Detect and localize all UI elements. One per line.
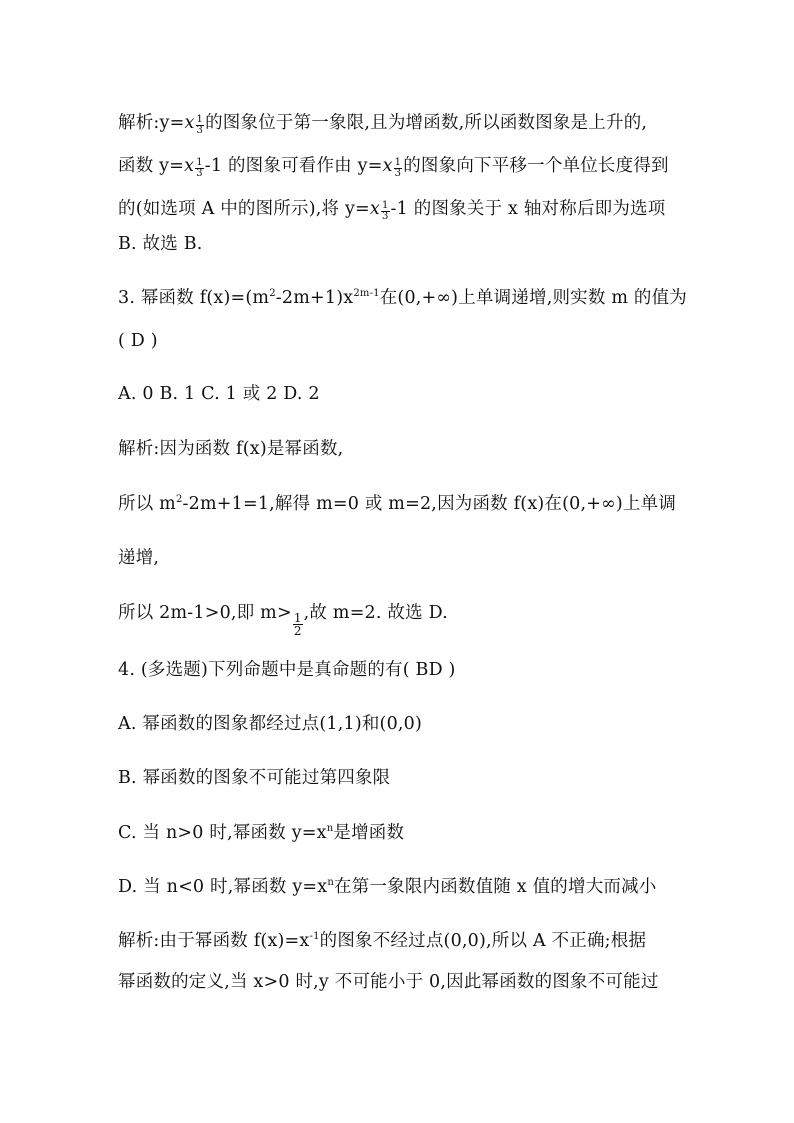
text: 解析:因为函数 f(x)是幂函数, [118, 439, 344, 459]
exponent-fraction [196, 115, 205, 136]
q3-analysis-4 [118, 601, 448, 637]
text: 的(如选项 A 中的图所示),将 y= [118, 199, 370, 219]
fraction-one-half [293, 612, 303, 637]
q4-option-c [118, 821, 404, 845]
frac-den: 3 [381, 211, 389, 222]
frac-den: 3 [196, 168, 203, 179]
q4-stem [118, 658, 456, 682]
superscript: 2 [175, 494, 183, 505]
analysis-line-3 [118, 197, 665, 222]
q3-options [118, 382, 320, 406]
text: 4. (多选题)下列命题中是真命题的有( BD ) [118, 660, 456, 680]
options-text: A. 0 B. 1 C. 1 或 2 D. 2 [118, 384, 320, 404]
analysis-line-1 [118, 111, 647, 136]
frac-num: 1 [293, 611, 302, 625]
analysis-line-4 [118, 232, 203, 256]
superscript: n [326, 823, 334, 834]
text: A. 幂函数的图象都经过点(1,1)和(0,0) [118, 714, 423, 734]
text: -2m+1=1,解得 m=0 或 m=2,因为函数 f(x)在(0,+∞)上单调 [182, 494, 677, 514]
text: 解析:y= [118, 113, 185, 133]
text: 函数 y= [118, 156, 185, 176]
frac-num: 1 [196, 114, 204, 125]
superscript: -1 [309, 931, 320, 942]
q4-option-b [118, 766, 390, 790]
text: 解析:由于幂函数 f(x)=x [118, 931, 310, 951]
frac-num: 1 [196, 157, 203, 168]
q3-analysis-3 [118, 546, 159, 570]
text: B. 幂函数的图象不可能过第四象限 [118, 768, 391, 788]
text: D. 当 n<0 时,幂函数 y=x [118, 877, 328, 897]
exponent-fraction [195, 158, 204, 179]
superscript: n [327, 877, 335, 888]
q4-analysis-1 [118, 929, 646, 953]
text: 所以 m [118, 494, 176, 514]
var-x: x [382, 156, 393, 176]
text: 递增, [118, 548, 160, 568]
frac-num: 1 [394, 157, 402, 168]
frac-den: 2 [293, 624, 302, 638]
text: 幂函数的定义,当 x>0 时,y 不可能小于 0,因此幂函数的图象不可能过 [118, 972, 659, 992]
text: ,故 m=2. 故选 D. [303, 603, 448, 623]
q3-answer [118, 329, 158, 353]
analysis-line-2 [118, 154, 669, 179]
text: -1 的图象可看作由 y= [204, 156, 383, 176]
text: 的图象向下平移一个单位长度得到 [403, 156, 669, 176]
q3-stem [118, 286, 687, 310]
var-x: x [184, 156, 195, 176]
answer-text: ( D ) [118, 331, 158, 351]
exponent-fraction [394, 158, 403, 179]
q4-analysis-2 [118, 970, 659, 994]
superscript: 2m-1 [353, 288, 380, 299]
superscript: 2 [269, 288, 276, 299]
text: 的图象不经过点(0,0),所以 A 不正确;根据 [319, 931, 647, 951]
text: 在第一象限内函数值随 x 值的增大而减小 [334, 877, 657, 897]
frac-num: 1 [381, 200, 389, 211]
q3-analysis-2 [118, 492, 676, 516]
q4-option-d [118, 875, 657, 899]
text: B. 故选 B. [118, 234, 203, 254]
text: 3. 幂函数 f(x)=(m [118, 288, 270, 308]
text: 的图象位于第一象限,且为增函数,所以函数图象是上升的, [205, 113, 648, 133]
text: 在(0,+∞)上单调递增,则实数 m 的值为 [379, 288, 687, 308]
text: C. 当 n>0 时,幂函数 y=x [118, 823, 327, 843]
text: 是增函数 [333, 823, 405, 843]
frac-den: 3 [394, 168, 402, 179]
text: -2m+1)x [275, 288, 354, 308]
q3-analysis-1 [118, 437, 343, 461]
frac-den: 3 [196, 125, 204, 136]
q4-option-a [118, 712, 422, 736]
text: 所以 2m-1>0,即 m> [118, 603, 292, 623]
var-x: x [184, 113, 195, 133]
exponent-fraction [381, 201, 390, 222]
var-x: x [369, 199, 380, 219]
text: -1 的图象关于 x 轴对称后即为选项 [390, 199, 666, 219]
